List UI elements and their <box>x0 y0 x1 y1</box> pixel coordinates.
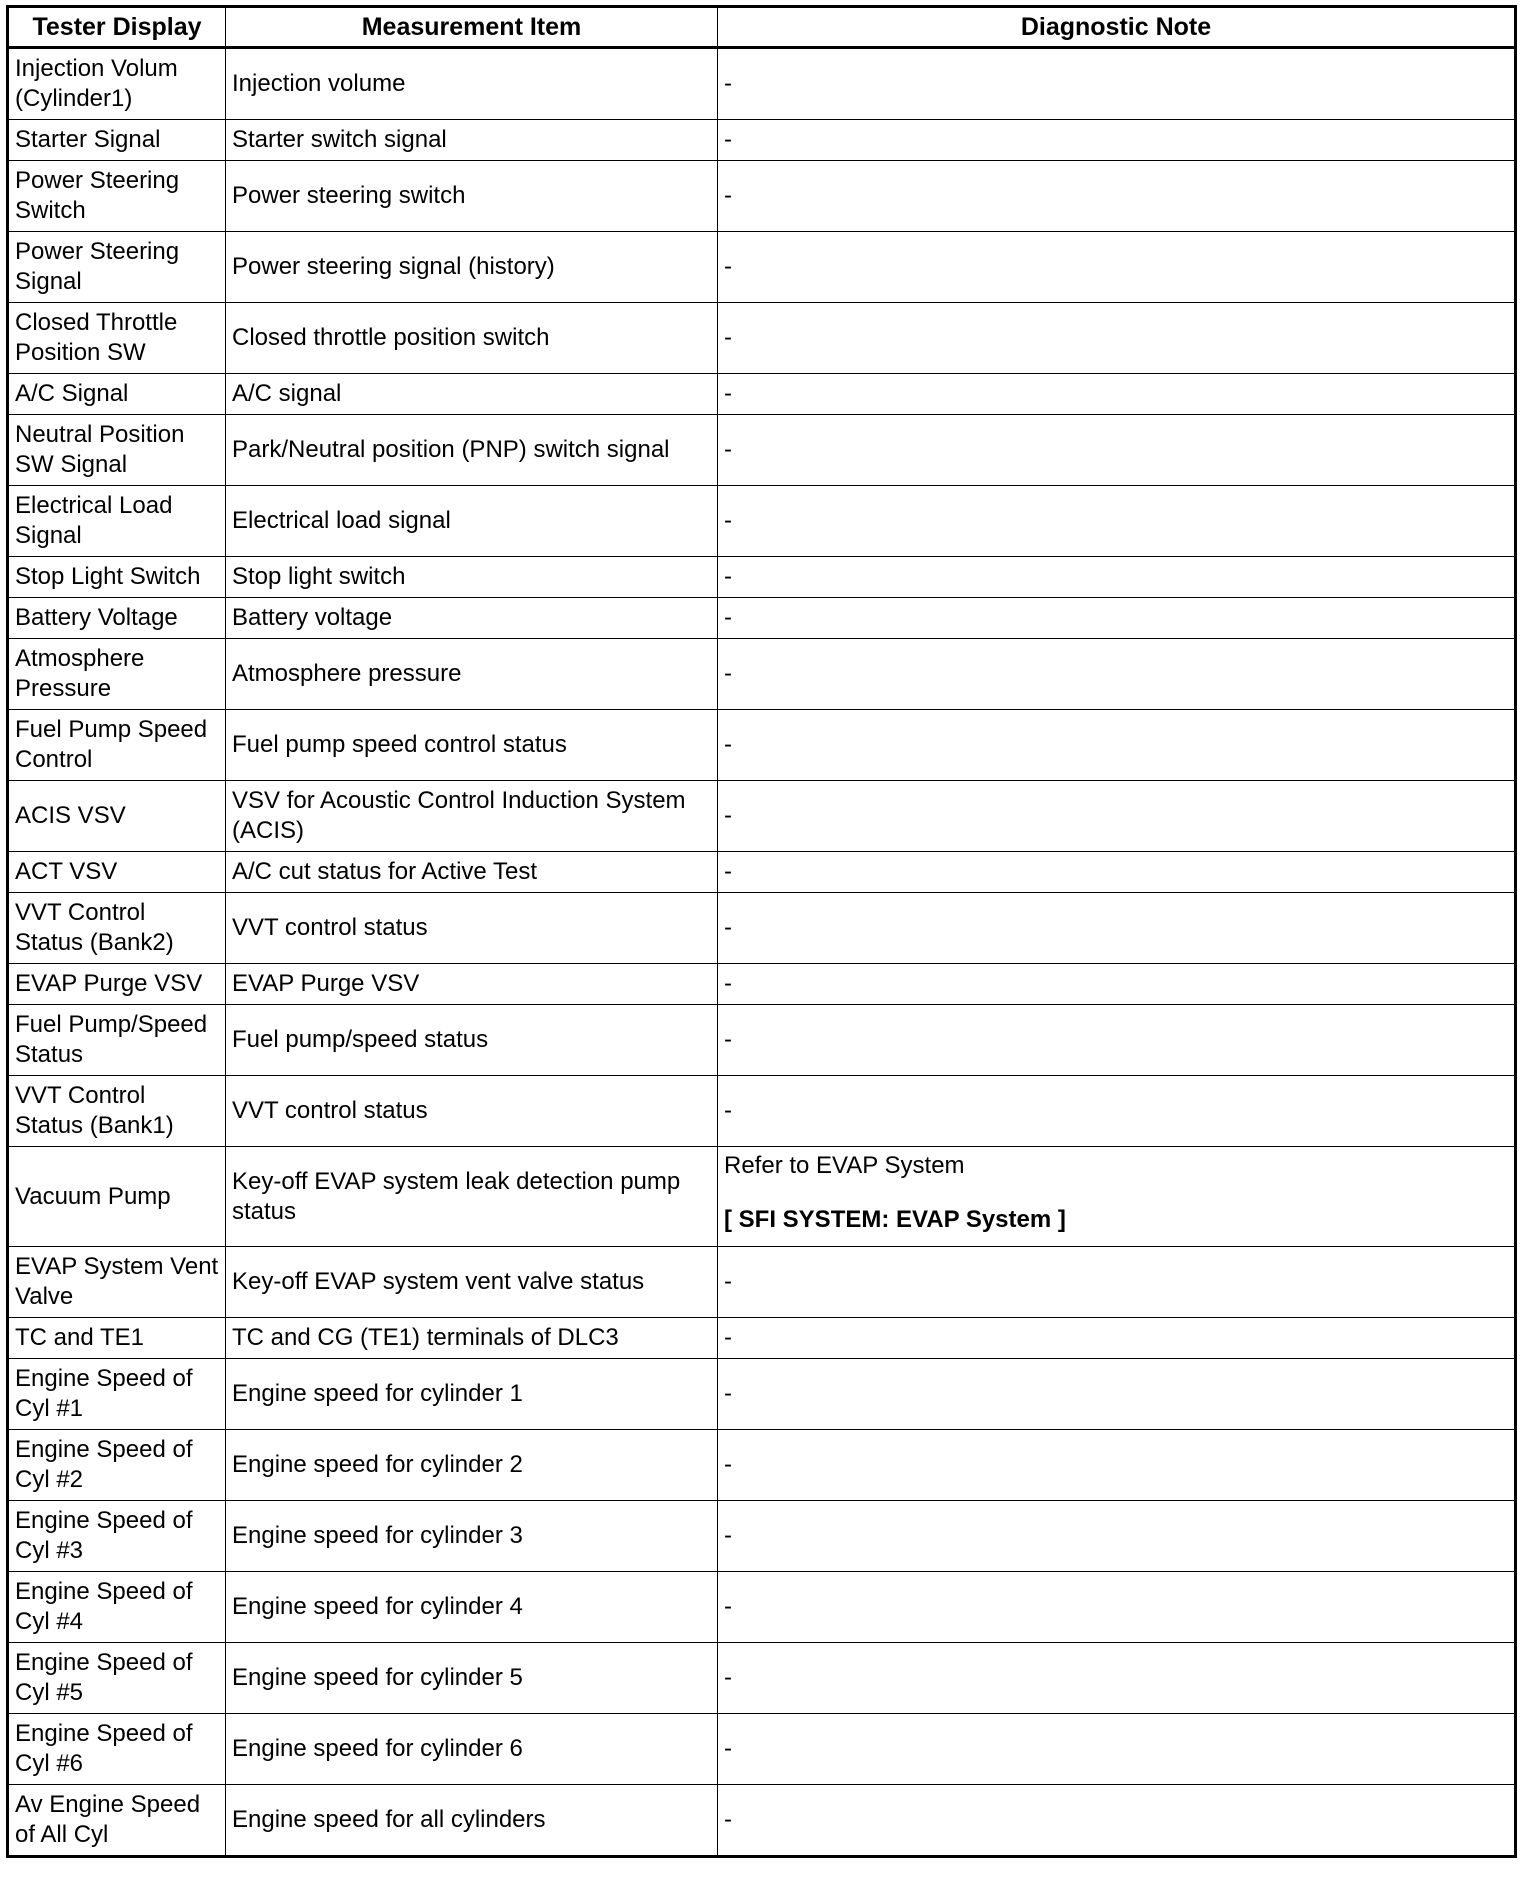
table-row <box>8 374 1516 415</box>
cell-tester-display: Engine Speed of Cyl #6 <box>8 1714 226 1785</box>
cell-measurement-item: Fuel pump/speed status <box>226 1005 718 1076</box>
data-list-table <box>6 5 1517 1858</box>
cell-measurement-item: A/C cut status for Active Test <box>226 852 718 893</box>
cell-tester-display: Fuel Pump/Speed Status <box>8 1005 226 1076</box>
table-row <box>8 48 1516 120</box>
cell-measurement-item: VVT control status <box>226 1076 718 1147</box>
table-row <box>8 852 1516 893</box>
table-row <box>8 1785 1516 1857</box>
table-header <box>8 7 1516 48</box>
cell-tester-display: ACIS VSV <box>8 781 226 852</box>
cell-diagnostic-note: - <box>718 1785 1516 1857</box>
cell-tester-display: A/C Signal <box>8 374 226 415</box>
cell-measurement-item: Engine speed for cylinder 2 <box>226 1430 718 1501</box>
cell-measurement-item: TC and CG (TE1) terminals of DLC3 <box>226 1318 718 1359</box>
table-row <box>8 1572 1516 1643</box>
table-row <box>8 232 1516 303</box>
cell-diagnostic-note: - <box>718 1572 1516 1643</box>
cell-diagnostic-note: - <box>718 1501 1516 1572</box>
cell-measurement-item: Closed throttle position switch <box>226 303 718 374</box>
table-row <box>8 639 1516 710</box>
table-row <box>8 1005 1516 1076</box>
table-row <box>8 598 1516 639</box>
cell-tester-display: Power Steering Signal <box>8 232 226 303</box>
cell-measurement-item: Fuel pump speed control status <box>226 710 718 781</box>
table-row <box>8 303 1516 374</box>
cell-tester-display: EVAP System Vent Valve <box>8 1247 226 1318</box>
cell-tester-display: Engine Speed of Cyl #3 <box>8 1501 226 1572</box>
cell-diagnostic-note: - <box>718 557 1516 598</box>
table-row <box>8 781 1516 852</box>
table-row <box>8 710 1516 781</box>
table-row <box>8 1430 1516 1501</box>
table-row <box>8 893 1516 964</box>
cell-diagnostic-note: - <box>718 120 1516 161</box>
cell-measurement-item: Power steering signal (history) <box>226 232 718 303</box>
cell-measurement-item: Starter switch signal <box>226 120 718 161</box>
cell-measurement-item: Atmosphere pressure <box>226 639 718 710</box>
cell-diagnostic-note: - <box>718 486 1516 557</box>
cell-measurement-item: Key-off EVAP system leak detection pump status <box>226 1147 718 1247</box>
cell-measurement-item: EVAP Purge VSV <box>226 964 718 1005</box>
cell-diagnostic-note: - <box>718 1318 1516 1359</box>
header-diagnostic-note: Diagnostic Note <box>718 7 1516 48</box>
cell-tester-display: VVT Control Status (Bank2) <box>8 893 226 964</box>
cell-measurement-item: Engine speed for all cylinders <box>226 1785 718 1857</box>
cell-measurement-item: Power steering switch <box>226 161 718 232</box>
cell-diagnostic-note: - <box>718 1359 1516 1430</box>
cell-diagnostic-note: - <box>718 1005 1516 1076</box>
table-row <box>8 1359 1516 1430</box>
table-row <box>8 1076 1516 1147</box>
cell-diagnostic-note: - <box>718 161 1516 232</box>
cell-tester-display: Battery Voltage <box>8 598 226 639</box>
cell-tester-display: Starter Signal <box>8 120 226 161</box>
cell-diagnostic-note: - <box>718 415 1516 486</box>
table-row <box>8 1318 1516 1359</box>
cell-tester-display: Engine Speed of Cyl #1 <box>8 1359 226 1430</box>
cell-tester-display: Closed Throttle Position SW <box>8 303 226 374</box>
cell-measurement-item: Engine speed for cylinder 1 <box>226 1359 718 1430</box>
cell-measurement-item: VVT control status <box>226 893 718 964</box>
table-row <box>8 1247 1516 1318</box>
header-row <box>8 7 1516 48</box>
cell-measurement-item: Engine speed for cylinder 3 <box>226 1501 718 1572</box>
cell-measurement-item: VSV for Acoustic Control Induction System (ACIS) <box>226 781 718 852</box>
cell-tester-display: TC and TE1 <box>8 1318 226 1359</box>
cell-diagnostic-note: - <box>718 639 1516 710</box>
cell-tester-display: Electrical Load Signal <box>8 486 226 557</box>
header-tester-display: Tester Display <box>8 7 226 48</box>
cell-measurement-item: Battery voltage <box>226 598 718 639</box>
cell-diagnostic-note: - <box>718 1714 1516 1785</box>
cell-diagnostic-note: - <box>718 710 1516 781</box>
cell-diagnostic-note: - <box>718 48 1516 120</box>
cell-measurement-item: Park/Neutral position (PNP) switch signal <box>226 415 718 486</box>
cell-tester-display: Stop Light Switch <box>8 557 226 598</box>
cell-diagnostic-note: - <box>718 781 1516 852</box>
table-row <box>8 964 1516 1005</box>
cell-measurement-item: Engine speed for cylinder 4 <box>226 1572 718 1643</box>
table-row <box>8 161 1516 232</box>
table-body <box>8 48 1516 1857</box>
cell-measurement-item: Electrical load signal <box>226 486 718 557</box>
table-row <box>8 415 1516 486</box>
cell-tester-display: Neutral Position SW Signal <box>8 415 226 486</box>
table-row <box>8 1501 1516 1572</box>
cell-tester-display: ACT VSV <box>8 852 226 893</box>
cell-tester-display: Vacuum Pump <box>8 1147 226 1247</box>
cell-diagnostic-note <box>718 1147 1516 1247</box>
cell-tester-display: Injection Volum (Cylinder1) <box>8 48 226 120</box>
cell-measurement-item: Key-off EVAP system vent valve status <box>226 1247 718 1318</box>
cell-diagnostic-note: - <box>718 964 1516 1005</box>
cell-diagnostic-note: - <box>718 374 1516 415</box>
cell-measurement-item: Injection volume <box>226 48 718 120</box>
cell-measurement-item: Engine speed for cylinder 6 <box>226 1714 718 1785</box>
cell-diagnostic-note: - <box>718 1643 1516 1714</box>
cell-measurement-item: Engine speed for cylinder 5 <box>226 1643 718 1714</box>
cell-diagnostic-note: - <box>718 1430 1516 1501</box>
cell-tester-display: Av Engine Speed of All Cyl <box>8 1785 226 1857</box>
table-row <box>8 557 1516 598</box>
cell-tester-display: Atmosphere Pressure <box>8 639 226 710</box>
cell-diagnostic-note: - <box>718 598 1516 639</box>
cell-measurement-item: Stop light switch <box>226 557 718 598</box>
cell-tester-display: Power Steering Switch <box>8 161 226 232</box>
table-row <box>8 1714 1516 1785</box>
cell-tester-display: Engine Speed of Cyl #4 <box>8 1572 226 1643</box>
diagnostic-note-reference: [ SFI SYSTEM: EVAP System ] <box>724 1206 1066 1233</box>
cell-diagnostic-note: - <box>718 1076 1516 1147</box>
cell-diagnostic-note: - <box>718 303 1516 374</box>
table-row <box>8 1643 1516 1714</box>
table-row <box>8 486 1516 557</box>
cell-measurement-item: A/C signal <box>226 374 718 415</box>
header-measurement-item: Measurement Item <box>226 7 718 48</box>
cell-diagnostic-note: - <box>718 1247 1516 1318</box>
cell-tester-display: Engine Speed of Cyl #5 <box>8 1643 226 1714</box>
cell-tester-display: Engine Speed of Cyl #2 <box>8 1430 226 1501</box>
cell-tester-display: Fuel Pump Speed Control <box>8 710 226 781</box>
cell-tester-display: VVT Control Status (Bank1) <box>8 1076 226 1147</box>
cell-diagnostic-note: - <box>718 893 1516 964</box>
table-row <box>8 1147 1516 1247</box>
cell-diagnostic-note: - <box>718 852 1516 893</box>
table-row <box>8 120 1516 161</box>
cell-tester-display: EVAP Purge VSV <box>8 964 226 1005</box>
diagnostic-note-text: Refer to EVAP System <box>724 1152 965 1179</box>
cell-diagnostic-note: - <box>718 232 1516 303</box>
